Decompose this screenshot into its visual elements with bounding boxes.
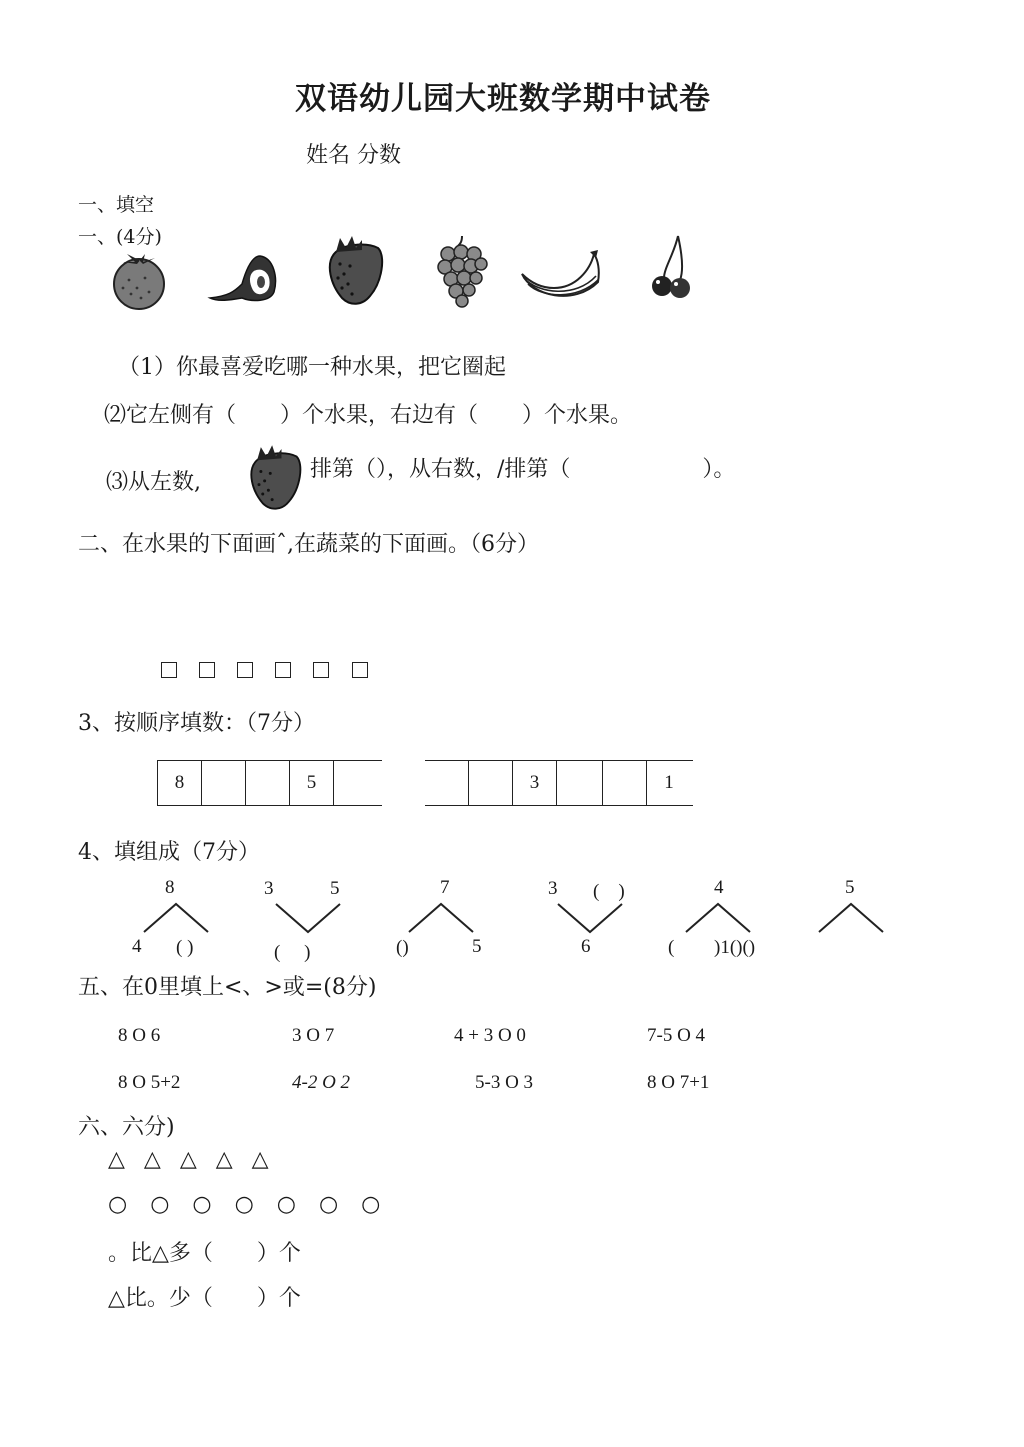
tree-left-blank[interactable]: () [396,937,409,958]
seq-cell[interactable] [202,761,246,805]
compare-question-1: 。比△多（ ）个 [108,1241,301,1266]
compare-question-2: △比。少（ ）个 [108,1286,301,1311]
grapes-icon [436,234,488,308]
compare-item[interactable]: 8 O 5+2 [118,1072,181,1093]
tree-right-number: 5 [330,878,340,899]
tree-left-number: 3 [264,878,274,899]
compare-item[interactable]: 4 + 3 O 0 [454,1025,526,1046]
fill-question-3-post: 排第（），从右数，/排第（ ）。 [310,457,736,482]
seq-cell[interactable] [334,761,378,805]
decomposition-lines [817,900,887,934]
decomposition-lines [407,900,477,934]
tree-right-blank[interactable]: )1()() [714,937,756,958]
tree-top-number: 5 [845,877,855,898]
fill-question-1: （1）你最喜爱吃哪一种水果，把它圈起 [118,355,506,380]
sequence-right [425,760,693,806]
section4-label: 4、填组成（7分） [78,840,260,865]
seq-cell[interactable]: 5 [290,761,334,805]
section-fill-label: 一、填空 [78,194,155,216]
answer-box[interactable] [237,662,253,678]
decomposition-lines [274,902,344,936]
cherry-icon [648,234,696,302]
decomposition-lines [684,900,754,934]
page-title: 双语幼儿园大班数学期中试卷 [295,81,711,117]
orange-icon [105,248,175,310]
section5-label: 五、在0里填上<、>或=(8分) [78,975,377,1000]
seq-cell[interactable] [425,761,469,805]
strawberry-icon [244,443,304,513]
name-score-line: 姓名 分数 [306,143,401,168]
seq-cell[interactable]: 3 [513,761,557,805]
fill-question-3-pre: ⑶从左数, [106,470,201,495]
sequence-left [157,760,382,806]
triangle-row: △ △ △ △ △ [108,1147,275,1172]
decomposition-lines [556,902,626,936]
tree-top-number: 8 [165,877,175,898]
strawberry-icon [322,234,386,308]
compare-item[interactable]: 5-3 O 3 [475,1072,534,1093]
tree-top-number: 7 [440,877,450,898]
compare-item[interactable]: 4-2 O 2 [292,1072,351,1093]
answer-box[interactable] [275,662,291,678]
section3-label: 3、按顺序填数：（7分） [78,711,315,736]
answer-box[interactable] [161,662,177,678]
tree-left-number: 4 [132,936,142,957]
seq-cell[interactable]: 1 [664,772,674,793]
seq-cell[interactable] [469,761,513,805]
answer-box[interactable] [313,662,329,678]
section2-label: 二、在水果的下面画ˆ,在蔬菜的下面画。（6分） [78,532,539,557]
tree-right-blank[interactable]: ( ) [176,937,194,958]
answer-box[interactable] [352,662,368,678]
compare-item[interactable]: 8 O 6 [118,1025,161,1046]
tree-left-number: 3 [548,878,558,899]
tree-right-blank[interactable]: ( ) [593,881,625,902]
section-fill-sublabel: 一、(4分) [78,226,162,248]
compare-item[interactable]: 8 O 7+1 [647,1072,710,1093]
compare-item[interactable]: 3 O 7 [292,1025,335,1046]
seq-cell[interactable] [603,761,647,805]
seq-cell[interactable] [559,761,603,805]
banana-icon [520,248,606,306]
tree-bottom-blank[interactable]: ( ) [274,942,311,963]
section6-label: 六、六分) [78,1115,175,1140]
tree-left-blank[interactable]: ( [668,937,675,958]
seq-cell[interactable] [246,761,290,805]
decomposition-lines [142,900,212,934]
seq-cell[interactable]: 8 [158,761,202,805]
tree-right-number: 5 [472,936,482,957]
answer-box[interactable] [199,662,215,678]
pear-icon [208,252,280,304]
tree-top-number: 4 [714,877,724,898]
fill-question-2: ⑵它左侧有（ ）个水果，右边有（ ）个水果。 [104,403,633,428]
circle-row: ○ ○ ○ ○ ○ ○ ○ [108,1192,389,1217]
compare-item[interactable]: 7-5 O 4 [647,1025,706,1046]
tree-bottom-number: 6 [581,936,591,957]
